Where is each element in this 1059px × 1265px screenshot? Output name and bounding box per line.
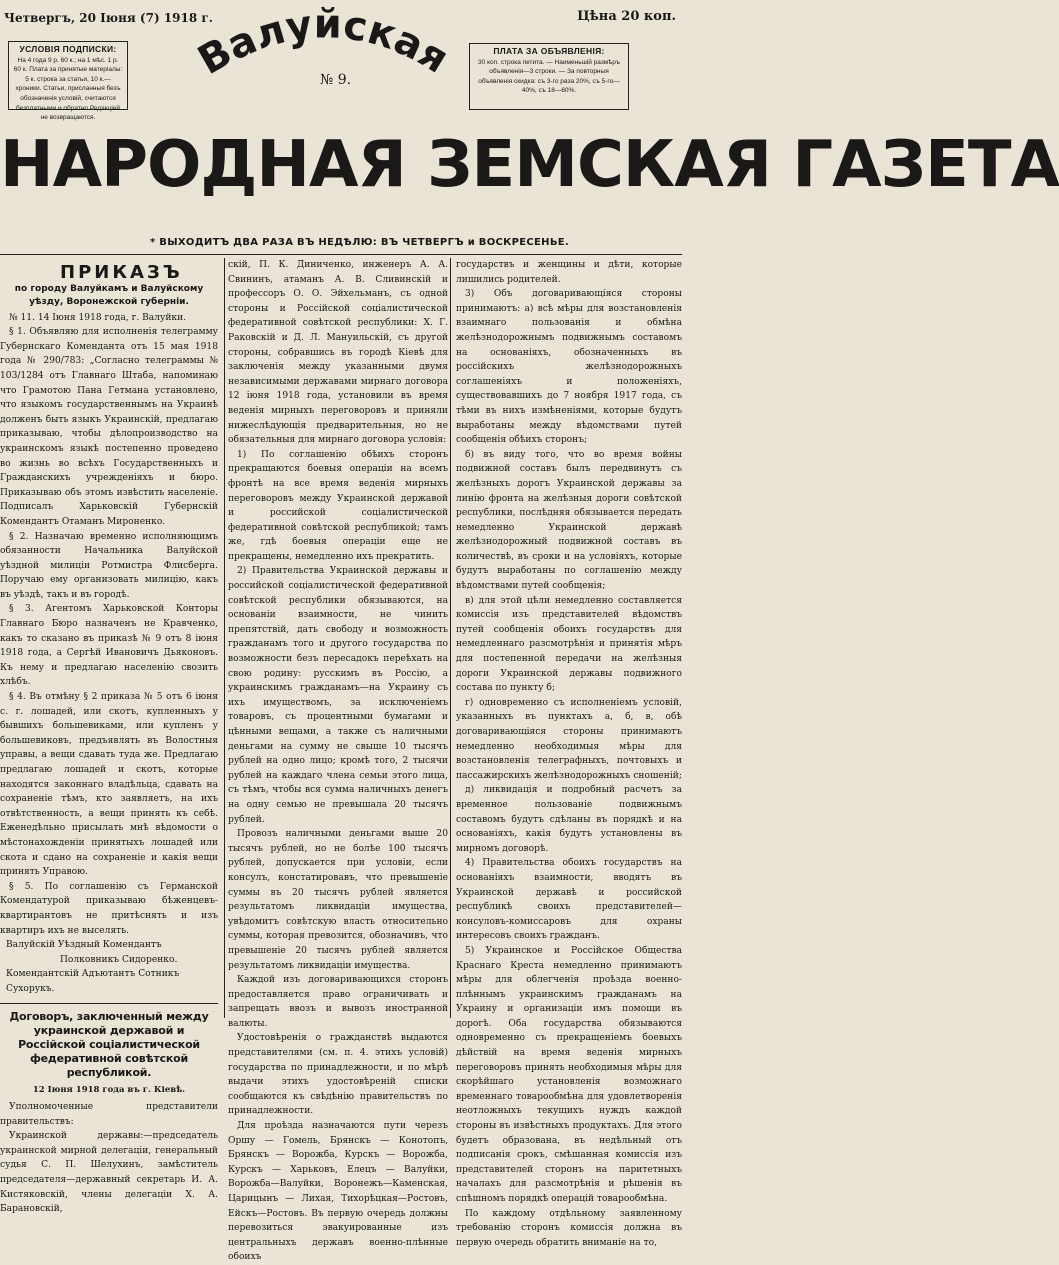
paragraph: Провозъ наличными деньгами выше 20 тысячъ рублей, но не болѣе 100 тысячъ рублей, допускается при условіи, если консулъ, констатировавъ, что превышеніе суммы въ 20 тысячъ рублей является результатомъ ликвидаціи имущества, увѣдомитъ совѣтскую власть относительно суммы, которая превозится, обозначивъ, что превышеніе 20 тысячъ рублей является результатомъ ликвидаціи имущества.	[228, 829, 448, 971]
paragraph: 4) Правительства обоихъ государствъ на основаніяхъ взаимности, вводятъ въ Украинской державѣ и российской республикѣ своихъ представителей—консуловъ-комиссаровъ для охраны интересовъ своихъ гражданъ.	[456, 858, 682, 942]
date-line: Четвергъ, 20 Іюня (7) 1918 г.	[4, 11, 213, 25]
column-3	[454, 258, 682, 1248]
masthead-arch	[0, 0, 682, 110]
ads-title: ПЛАТА ЗА ОБЪЯВЛЕНІЯ:	[493, 46, 605, 56]
column-rule-2	[450, 258, 451, 1018]
paragraph: г) одновременно съ исполненіемъ условій, указанныхъ въ пунктахъ а, б, в, обѣ договаривающіяся стороны принимаютъ немедленно необходимыя мѣры для возстановленія телеграфныхъ, почтовыхъ и пассажирскихъ желѣзнодорожныхъ сношеній;	[456, 697, 682, 781]
signature-line: Полковникъ Сидоренко.	[60, 954, 178, 965]
paragraph: § 1. Объявляю для исполненія телеграмму Губернскаго Коменданта отъ 15 мая 1918 года № 290/783: „Согласно телеграммы № 103/1284 отъ Главнаго Штаба, напоминаю что Грамотою Пана Гетмана установлено, что языкомъ государственнымъ на Украинѣ долженъ быть языкъ Украинскій, предлагаю приказываю, чтобы дѣлопроизводство на украинскомъ языкѣ постепенно проведено во жизнь во всѣхъ Государственныхъ и Гражданскихъ учрежденіяхъ и бюро. Приказываю объ этомъ извѣстить населеніе. Подписалъ Харьковскій Губернскій Комендантъ Отаманъ Мироненко.	[0, 327, 218, 527]
subscription-text: На 4 года 9 р. 60 к.; на 1 мѣс. 1 р. 60 к. Плата за принятые матеріалы: 5 к. строка за статьи, 10 к.—хроники. Статьи, присланныя безъ обозначенія условій, считаются безплатными и обратно Редакціей не возвращаются.	[13, 56, 123, 122]
ads-text: 30 коп. строка петита. — Наименьшій размѣръ объявленія—3 строки. — За повторныя объявленія скидка: съ 3-го раза 20%, съ 5-го—40%, съ 18—60%.	[478, 58, 620, 95]
paragraph: 2) Правительства Украинской державы и российской соціалистической федеративной совѣтской республики обязываются, на основаніи взаимности, не чинить препятствій, дать свободу и возможность гражданамъ того и другого государства по возможности безъ пересадокъ переѣхать на свою родину: русскимъ въ Россію, а украинскимъ гражданамъ—на Украину съ ихъ имуществомъ, за исключеніемъ товаровъ, съ процентными бумагами и цѣнными вещами, а также съ наличными деньгами на сумму не свыше 10 тысячъ рублей на одно лицо; кромѣ того, 2 тысячи рублей на каждаго члена семьи этого лица, съ тѣмъ, чтобы вся сумма наличныхъ денегъ на одну семью не превышала 20 тысячъ рублей.	[228, 566, 448, 825]
issue-number: № 9.	[320, 72, 352, 88]
signature-line: Комендантскій Адъютантъ Сотникъ Сухорукъ.	[6, 969, 180, 994]
paragraph: д) ликвидація и подробный расчетъ за временное пользованіе подвижнымъ составомъ будутъ сдѣланы въ порядкѣ и на основаніяхъ, какія будутъ установлены въ мирномъ договорѣ.	[456, 785, 682, 854]
paragraph: § 3. Агентомъ Харьковской Конторы Главнаго Бюро назначенъ не Кравченко, какъ то сказано въ приказѣ № 9 отъ 8 іюня 1918 года, а Сергѣй Ивановичъ Дьяконовъ. Къ нему и предлагаю населенію свозить хлѣбъ.	[0, 604, 218, 688]
masthead-title: НАРОДНАЯ ЗЕМСКАЯ ГАЗЕТА	[0, 128, 1059, 202]
price: Цѣна 20 коп.	[577, 9, 676, 24]
paragraph: 1) По соглашенію обѣихъ сторонъ прекращаются боевыя операціи на всемъ фронтѣ на все время веденія мирныхъ переговоровъ между Украинской державой и российской соціалистической федеративной совѣтской республикой; тамъ же, гдѣ боевыя операціи еще не прекращены, немедленно ихъ прекратить.	[228, 449, 448, 562]
paragraph: 5) Украинское и Россійское Общества Краснаго Креста немедленно принимаютъ мѣры для облегченія проѣзда военно-плѣннымъ украинскимъ гражданамъ на Украину и организаціи имъ помощи въ дорогѣ. Оба государства обязываются одновременно съ прекращеніемъ боевыхъ дѣйствій на время веденія мирныхъ переговоровъ принять необходимыя мѣры для скорѣйшаго установленія возможнаго временнаго товарообмѣна для удовлетворенія неотложныхъ текущихъ нуждъ каждой стороны въ извѣстныхъ продуктахъ. Для этого будетъ образована, въ недѣльный отъ подписанія срокъ, смѣшанная комиссія изъ представителей сторонъ на паритетныхъ началахъ для разсмотрѣнія и рѣшенія въ спѣшномъ порядкѣ операцій товарообмѣна.	[456, 945, 682, 1204]
paragraph: Каждой изъ договаривающихся сторонъ предоставляется право ограничивать и запрещать ввозъ и вывозъ иностранной валюты.	[228, 975, 448, 1029]
subscription-title: УСЛОВІЯ ПОДПИСКИ:	[19, 44, 117, 54]
top-word: Валуйская	[190, 1, 457, 85]
paragraph: Уполномоченные представители правительствъ:	[0, 1102, 218, 1127]
column-1	[0, 258, 222, 1215]
paragraph: скій, П. К. Диниченко, инженеръ А. А. Свининъ, атаманъ А. В. Сливинскій и профессоръ О. О. Эйхельманъ, съ одной стороны и Россійской соціалистической федеративной совѣтской республики: Х. Г. Раковскій и Д. Л. Мануильскій, съ другой стороны, собравшись въ городѣ Кіевѣ для заключенія между указанными двумя независимыми державами мирнаго договора 12 іюня 1918 года, установили въ время веденія мирныхъ переговоровъ и приняли нижеслѣдующія предварительныя, но не обязательныя для мирнаго договора условія:	[228, 260, 448, 446]
paragraph: Украинской державы:—председатель украинской мирной делегаціи, генеральный судья С. П. Шелухинъ, замѣститель председателя—державный секретарь И. А. Кистяковскій, члены делегаціи Х. А. Барановскій,	[0, 1131, 218, 1215]
paragraph: Удостовѣренія о гражданствѣ выдаются представителями (см. п. 4. этихъ условій) государства по принадлежности, и по мѣрѣ выдачи этихъ удостовѣреній списки сообщаются къ свѣдѣнію правительствъ по принадлежности.	[228, 1033, 448, 1117]
paragraph: 3) Объ договаривающіяся стороны принимаютъ: а) всѣ мѣры для возстановленія взаимнаго пользованія и обмѣна желѣзнодорожнымъ подвижнымъ составомъ на основаніяхъ, обозначенныхъ въ россійскихъ желѣзнодорожныхъ соглашеніяхъ и положеніяхъ, существовавшихъ до 7 ноября 1917 года, съ тѣми въ нихъ измѣненіями, которые будутъ выработаны между вѣдомствами путей сообщенія обѣихъ сторонъ;	[456, 289, 682, 446]
paragraph: Для проѣзда назначаются пути черезъ Оршу — Гомель, Брянскъ — Конотопъ, Брянскъ — Ворожба, Курскъ — Ворожба, Курскъ — Харьковъ, Елецъ — Валуйки, Ворожба—Валуйки, Воронежъ—Каменская, Царицынъ — Лихая, Тихорѣцкая—Ростовъ, Ейскъ—Ростовъ. Въ первую очередь должны перевозиться эвакуированные изъ центральныхъ державъ военно-плѣнные обоихъ	[228, 1121, 448, 1263]
paragraph: государствъ и женщины и дѣти, которые лишились родителей.	[456, 260, 682, 285]
agreement-title: Договоръ, заключенный между украинской державой и Россійской соціалистической федеративной совѣтской республикой.	[0, 1003, 218, 1080]
paragraph: § 4. Въ отмѣну § 2 приказа № 5 отъ 6 іюня с. г. лошадей, или скотъ, купленныхъ у бывшихъ большевиками, или купленъ у большевиковъ, предъявлять въ Волостныя управы, а вещи сдавать туда же. Предлагаю предлагаю лошадей и скотъ, которые находятся законнаго владѣльца, сдавать на сохраненіе тѣмъ, кто заявляетъ, на ихъ отвѣтственность, а вещи принять къ себѣ. Еженедѣльно присылать мнѣ вѣдомости о мѣстонахожденіи принятыхъ лошадей или скота и сдано на сохраненіе и какія вещи принять Управою.	[0, 692, 218, 878]
header-rule	[0, 254, 682, 255]
paragraph: в) для этой цѣли немедленно составляется комиссія изъ представителей вѣдомствъ путей сообщенія обоихъ государствъ для немедленнаго разсмотрѣнія и принятія мѣръ для постепенной передачи на желѣзныя дороги Украинской державы подвижного состава по пункту б;	[456, 595, 682, 694]
paragraph: № 11. 14 Іюня 1918 года, г. Валуйки.	[9, 312, 187, 323]
paragraph: § 2. Назначаю временно исполняющимъ обязанности Начальника Валуйской уѣздной милиціи Ротмистра Флисберга. Поручаю ему организовать милицію, какъ въ уѣздѣ, такъ и въ городѣ.	[0, 531, 218, 600]
paragraph: б) въ виду того, что во время войны подвижной составъ былъ передвинутъ съ желѣзныхъ дорогъ Украинской державы за линію фронта на желѣзныя дороги совѣтской республики, послѣдняя обязывается передать немедленно Украинской державѣ желѣзнодорожный подвижной составъ въ количествѣ, въ сроки и на условіяхъ, которые будутъ выработаны по соглашенію между вѣдомствами путей сообщенія;	[456, 449, 682, 592]
prikaz-subtitle: по городу Валуйкамъ и Валуйскому уѣзду, Воронежской губерніи.	[14, 283, 204, 307]
prikaz-title: ПРИКАЗЪ	[60, 262, 183, 283]
tagline: * ВЫХОДИТЪ ДВА РАЗА ВЪ НЕДѢЛЮ: ВЪ ЧЕТВЕРГЪ и ВОСКРЕСЕНЬЕ.	[150, 237, 569, 248]
column-2	[228, 258, 448, 1263]
paragraph: По каждому отдѣльному заявленному требованію сторонъ комиссія должна въ первую очередь обратить вниманіе на то,	[456, 1208, 682, 1248]
paragraph: § 5. По соглашенію съ Германской Комендатурой приказываю бѣженцевъ-квартирантовъ не притѣснять и изъ квартиръ ихъ не выселять.	[0, 881, 218, 936]
agreement-date: 12 Іюня 1918 года въ г. Кіевѣ.	[32, 1084, 186, 1095]
column-rule-1	[224, 258, 225, 1018]
signature-line: Валуйскій Уѣздный Комендантъ	[6, 940, 162, 951]
